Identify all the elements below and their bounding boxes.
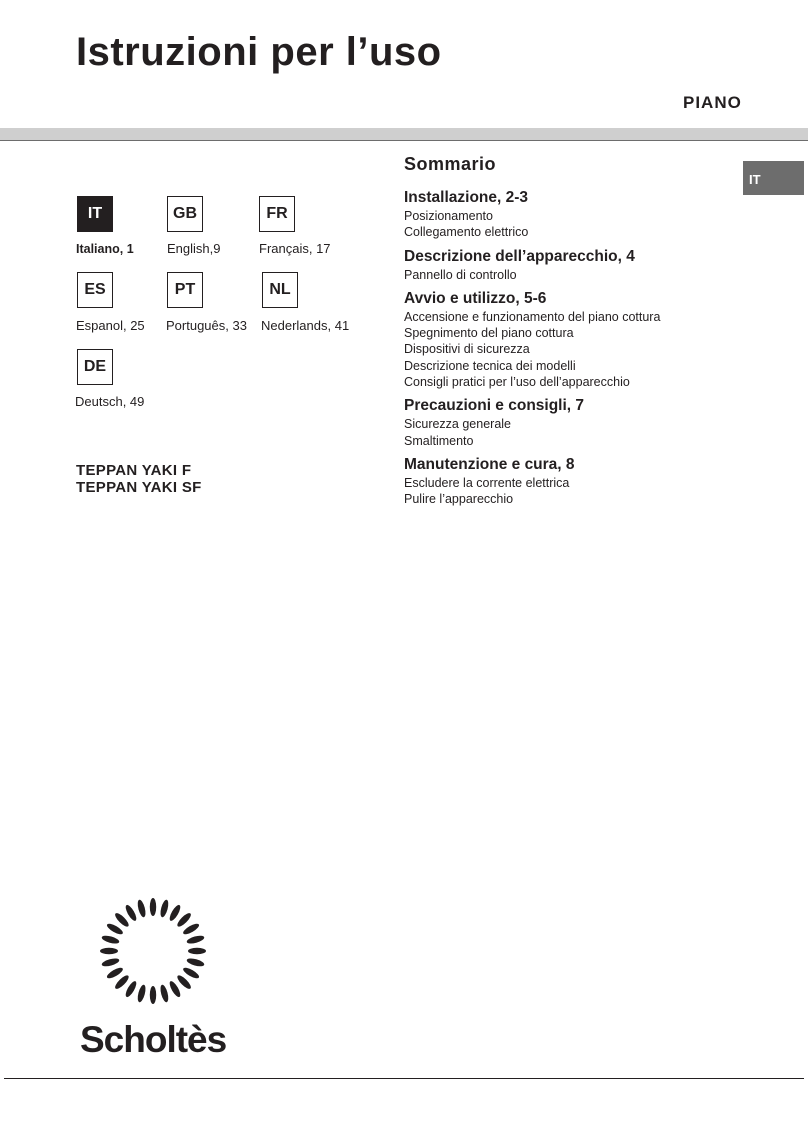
toc-section-title[interactable]: Installazione, 2-3: [404, 189, 529, 206]
sun-ray: [100, 948, 118, 954]
sun-ray: [159, 984, 170, 1003]
lang-label-gb: English,9: [167, 241, 221, 256]
sun-burst-icon: [78, 895, 230, 1060]
toc-item[interactable]: Pulire l’apparecchio: [404, 492, 514, 507]
toc-item[interactable]: Dispositivi di sicurezza: [404, 342, 530, 357]
brand-name: Scholtès: [80, 1019, 227, 1060]
toc-item[interactable]: Posizionamento: [404, 209, 493, 223]
sun-ray: [124, 904, 139, 923]
toc-section: [404, 247, 734, 283]
product-type: PIANO: [683, 93, 742, 112]
toc-item[interactable]: Escludere la corrente elettrica: [404, 475, 570, 490]
toc-item[interactable]: Accensione e funzionamento del piano cottura: [404, 309, 661, 324]
sun-ray: [159, 899, 170, 918]
toc-section-title[interactable]: Descrizione dell’apparecchio, 4: [404, 247, 635, 265]
sun-ray: [182, 966, 201, 981]
language-side-tab: IT: [743, 161, 804, 195]
sun-ray: [186, 934, 205, 945]
sun-ray: [136, 899, 147, 918]
toc-heading: Sommario: [404, 154, 497, 174]
lang-box-fr[interactable]: FR: [259, 196, 295, 232]
lang-label-de: Deutsch, 49: [75, 394, 145, 409]
lang-box-es[interactable]: ES: [77, 272, 113, 308]
sun-ray: [186, 957, 205, 968]
toc-section-title[interactable]: Precauzioni e consigli, 7: [404, 397, 585, 415]
toc-item[interactable]: Sicurezza generale: [404, 417, 512, 432]
lang-label-it: Italiano, 1: [76, 242, 134, 256]
model-name: TEPPAN YAKI F: [76, 462, 192, 479]
lang-box-nl[interactable]: NL: [262, 272, 298, 308]
toc-item[interactable]: Spegnimento del piano cottura: [404, 326, 574, 341]
sun-ray: [106, 966, 125, 981]
toc-section: [404, 188, 734, 241]
lang-label-es: Espanol, 25: [76, 318, 145, 333]
toc-item[interactable]: Smaltimento: [404, 433, 474, 448]
sun-ray: [106, 922, 125, 937]
toc-section: [404, 396, 734, 449]
sun-ray: [168, 980, 183, 999]
sun-ray: [188, 948, 206, 954]
toc-section-title[interactable]: Avvio e utilizzo, 5-6: [404, 289, 547, 307]
lang-box-it[interactable]: IT: [77, 196, 113, 232]
lang-box-pt[interactable]: PT: [167, 272, 203, 308]
sun-ray: [124, 980, 139, 999]
model-name: TEPPAN YAKI SF: [76, 479, 202, 496]
sun-ray: [168, 904, 183, 923]
toc-section: [404, 289, 734, 390]
model-names: [76, 462, 202, 496]
sun-ray: [150, 898, 156, 916]
toc-item[interactable]: Descrizione tecnica dei modelli: [404, 358, 576, 373]
sun-ray: [101, 957, 120, 968]
toc-section: [404, 455, 734, 508]
sun-ray: [182, 922, 201, 937]
toc-section-title[interactable]: Manutenzione e cura, 8: [404, 455, 575, 473]
lang-label-pt: Português, 33: [166, 318, 247, 333]
sun-ray: [136, 984, 147, 1003]
lang-box-de[interactable]: DE: [77, 349, 113, 385]
lang-label-fr: Français, 17: [259, 241, 331, 256]
sun-ray: [150, 986, 156, 1004]
toc-item[interactable]: Consigli pratici per l’uso dell’apparecchio: [404, 375, 630, 390]
footer-divider: [4, 1078, 804, 1079]
brand-logo: [78, 895, 230, 1060]
lang-box-gb[interactable]: GB: [167, 196, 203, 232]
toc-item[interactable]: Collegamento elettrico: [404, 225, 529, 240]
lang-label-nl: Nederlands, 41: [261, 318, 350, 333]
toc-item[interactable]: Pannello di controllo: [404, 267, 517, 282]
page-title: Istruzioni per l’uso: [76, 30, 442, 74]
header-divider-bar: [0, 128, 808, 141]
sun-ray: [101, 934, 120, 945]
table-of-contents: [404, 188, 734, 514]
